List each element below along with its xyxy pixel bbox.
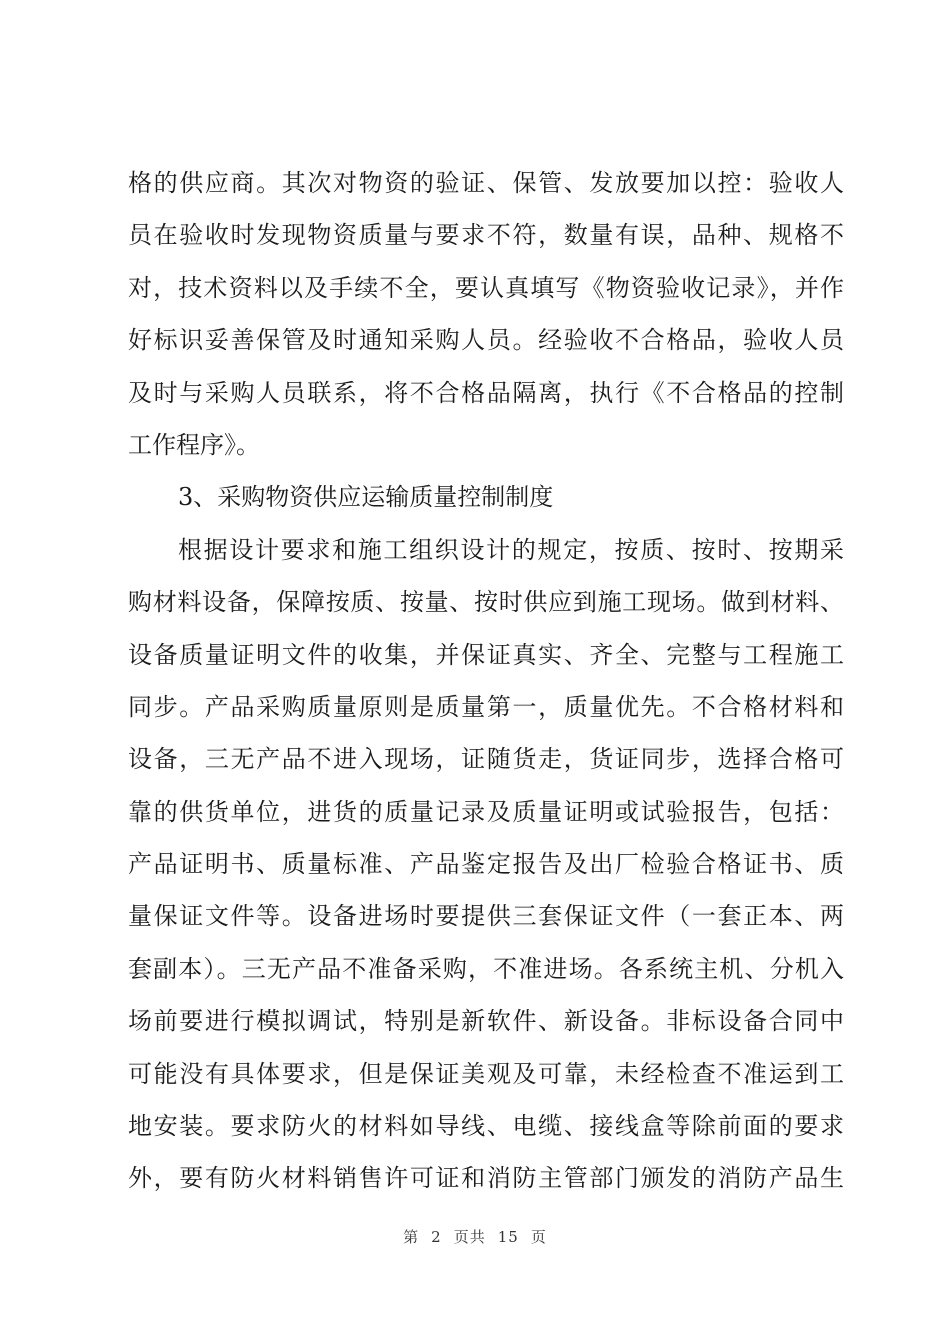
page-footer bbox=[0, 1226, 950, 1247]
text-line: 购材料设备，保障按质、按量、按时供应到施工现场。做到材料、 bbox=[128, 588, 844, 617]
text-line: 可能没有具体要求，但是保证美观及可靠，未经检查不准运到工 bbox=[128, 1059, 844, 1088]
footer-suffix: 页 bbox=[530, 1228, 547, 1246]
footer-page-number: 2 bbox=[431, 1228, 442, 1246]
text-line: 同步。产品采购质量原则是质量第一，质量优先。不合格材料和 bbox=[128, 692, 844, 721]
text-line: 设备质量证明文件的收集，并保证真实、齐全、完整与工程施工 bbox=[128, 640, 844, 669]
footer-prefix: 第 bbox=[403, 1228, 420, 1246]
section-heading: 3、采购物资供应运输质量控制制度 bbox=[178, 483, 554, 512]
text-line: 工作程序》。 bbox=[128, 430, 260, 459]
text-line: 根据设计要求和施工组织设计的规定，按质、按时、按期采 bbox=[178, 535, 844, 564]
paragraph-inspection bbox=[128, 157, 844, 471]
text-line: 地安装。要求防火的材料如导线、电缆、接线盒等除前面的要求 bbox=[128, 1112, 844, 1141]
document-body bbox=[128, 157, 844, 1205]
text-line: 及时与采购人员联系，将不合格品隔离，执行《不合格品的控制 bbox=[128, 378, 844, 407]
paragraph-procurement bbox=[128, 524, 844, 1205]
text-line: 格的供应商。其次对物资的验证、保管、发放要加以控：验收人 bbox=[128, 169, 844, 197]
text-line: 产品证明书、质量标准、产品鉴定报告及出厂检验合格证书、质 bbox=[128, 850, 844, 879]
text-line: 量保证文件等。设备进场时要提供三套保证文件（一套正本、两 bbox=[128, 902, 844, 931]
text-line: 好标识妥善保管及时通知采购人员。经验收不合格品，验收人员 bbox=[128, 326, 844, 355]
text-line: 员在验收时发现物资质量与要求不符，数量有误，品种、规格不 bbox=[128, 221, 844, 250]
text-line: 靠的供货单位，进货的质量记录及质量证明或试验报告，包括： bbox=[128, 797, 844, 826]
text-line: 场前要进行模拟调试，特别是新软件、新设备。非标设备合同中 bbox=[128, 1007, 844, 1036]
text-line: 对，技术资料以及手续不全，要认真填写《物资验收记录》，并作 bbox=[128, 273, 844, 302]
text-line: 设备，三无产品不进入现场，证随货走，货证同步，选择合格可 bbox=[128, 745, 844, 774]
text-line: 套副本）。三无产品不准备采购，不准进场。各系统主机、分机入 bbox=[128, 954, 844, 983]
footer-middle: 页共 bbox=[453, 1228, 486, 1246]
footer-total-pages: 15 bbox=[497, 1228, 519, 1246]
text-line: 外，要有防火材料销售许可证和消防主管部门颁发的消防产品生 bbox=[128, 1164, 844, 1193]
